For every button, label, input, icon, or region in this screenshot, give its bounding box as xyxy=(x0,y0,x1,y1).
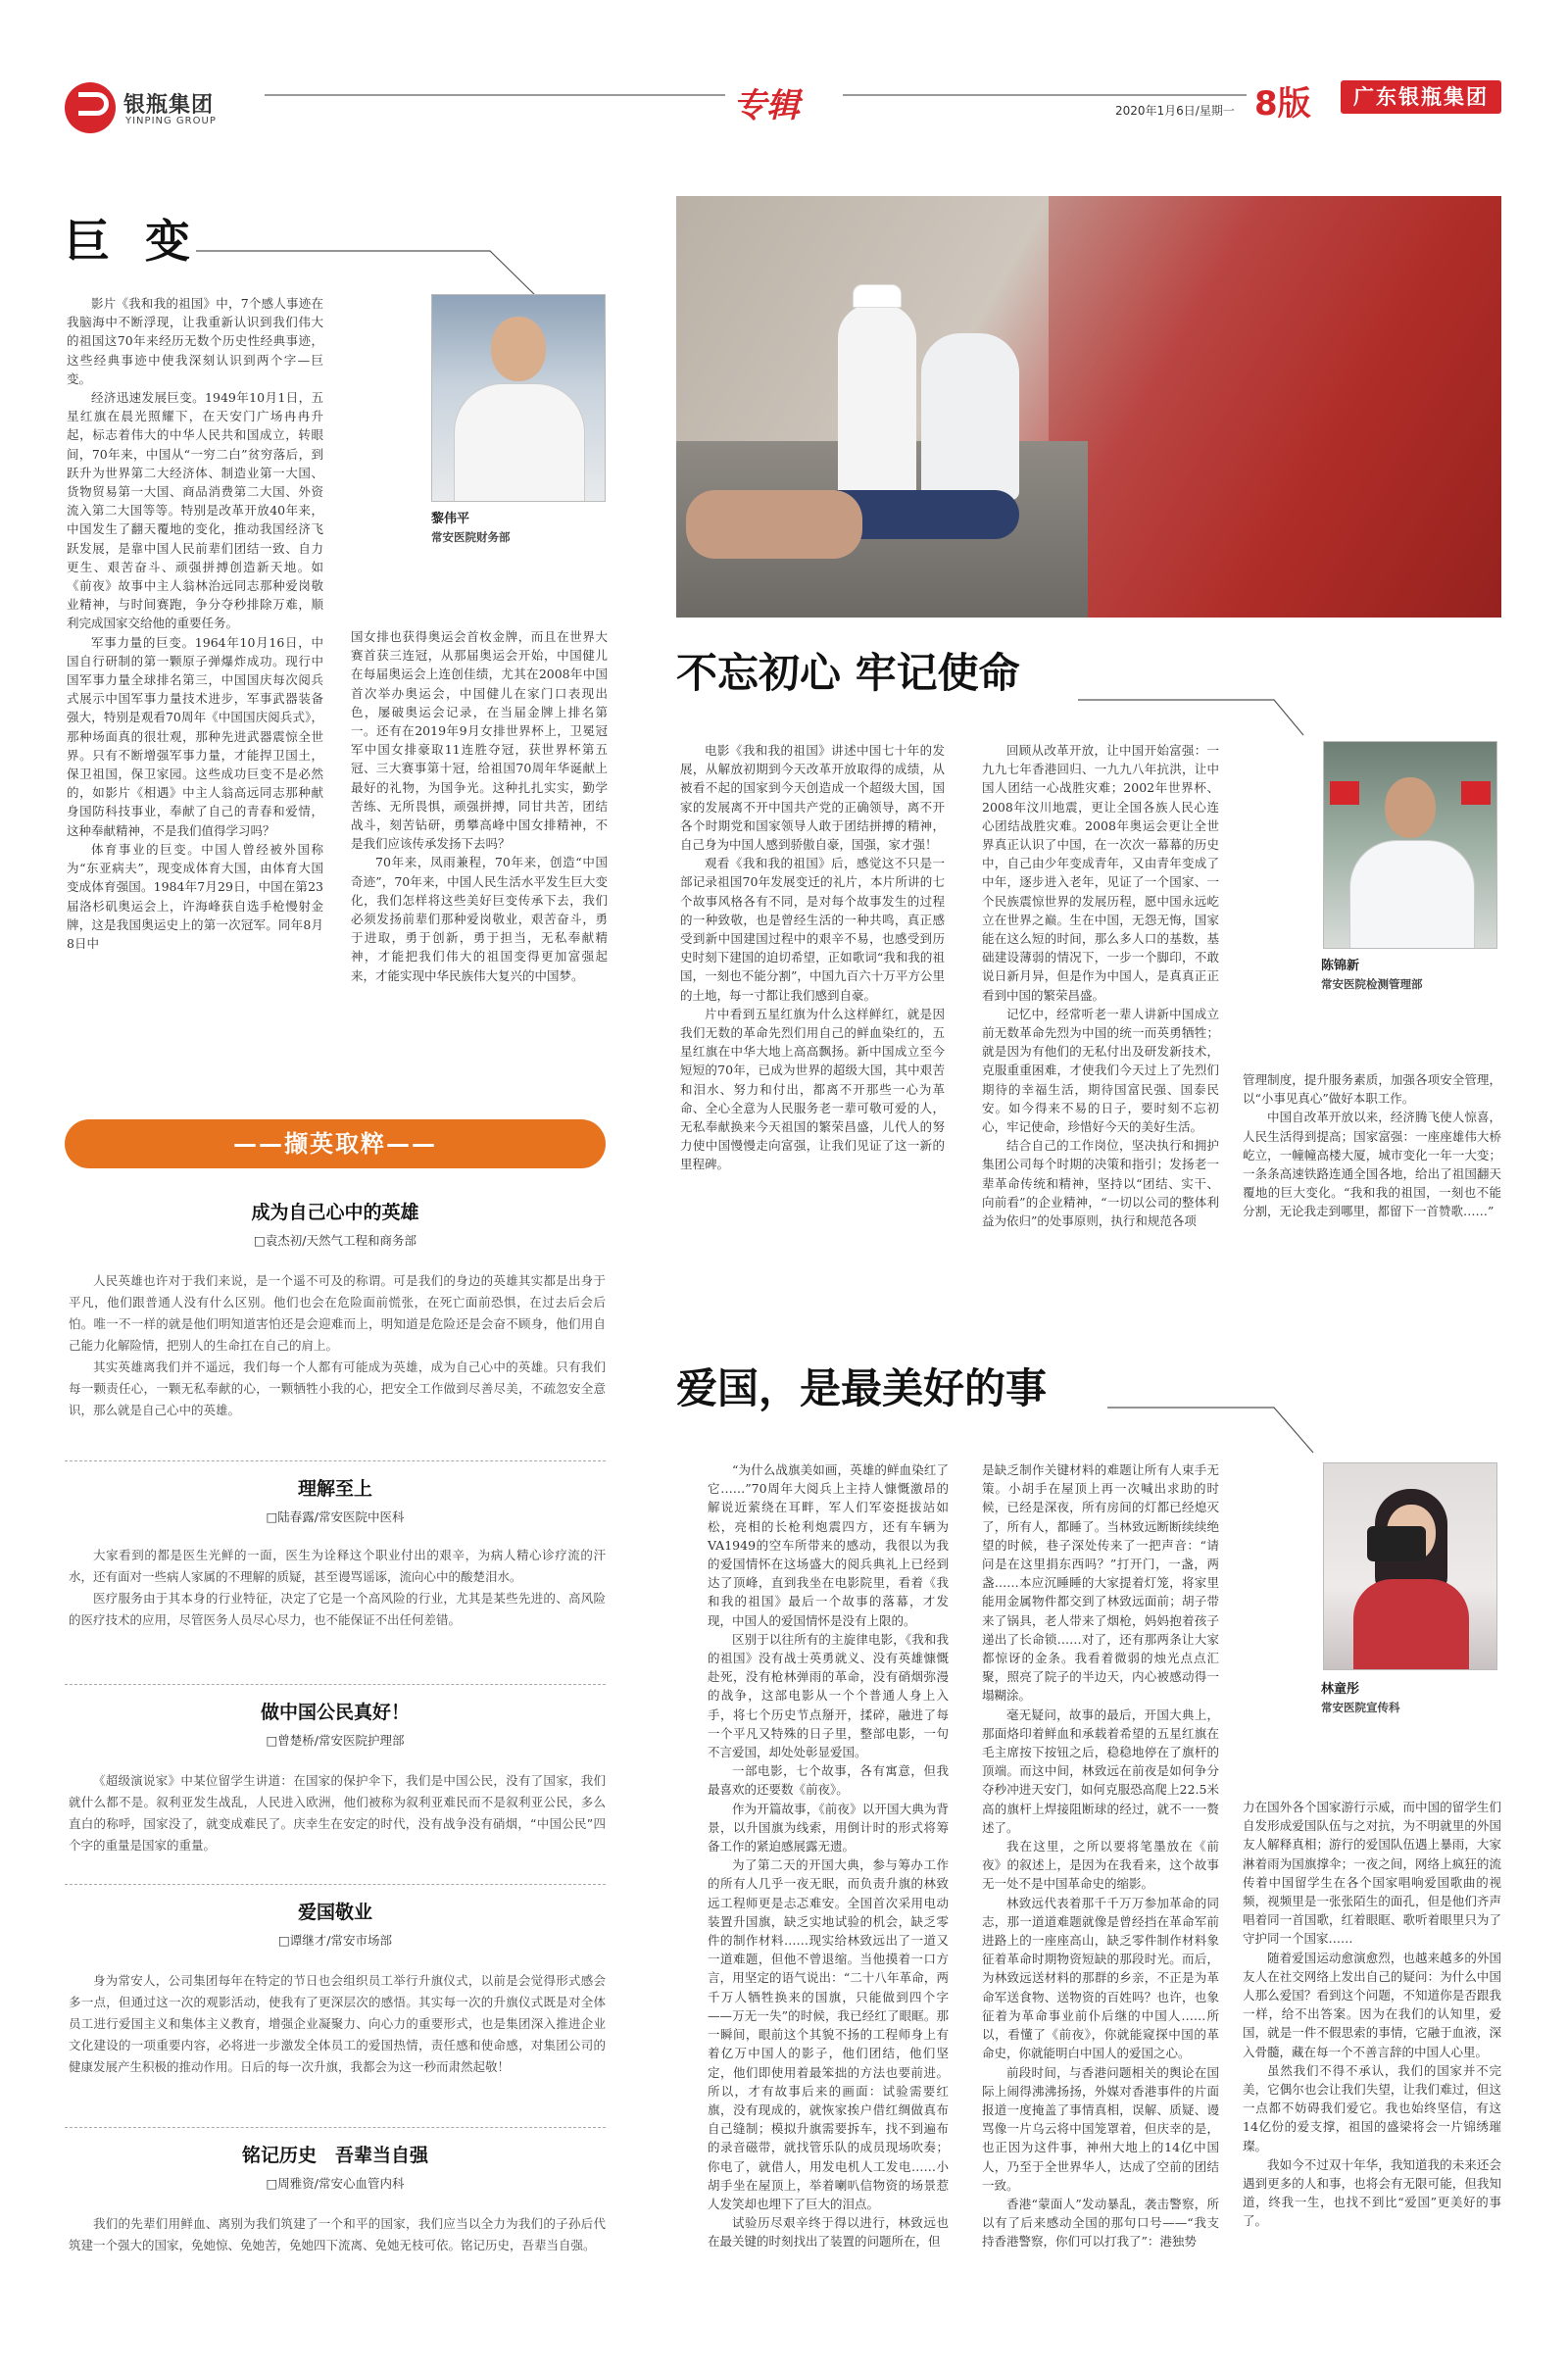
paragraph: 经济迅速发展巨变。1949年10月1日，五星红旗在晨光照耀下，在天安门广场冉冉升起，标志着伟大的中华人民共和国成立，转眼间，70年来，中国从“一穷二白”贫穷落后，到跃升为世界第二大经济体、制造业第一大国、货物贸易第一大国、商品消费第二大国、外资流入第二大国等等。特别是改革开放40年来，中国发生了翻天覆地的变化，推动我国经济飞跃发展，是靠中国人民前辈们团结一致、自力更生、艰苦奋斗、顽强拼搏创造新天地。如《前夜》故事中主人翁林治远同志那种爱岗敬业精神，与时间赛跑，争分夺秒排除万难，顺利完成国家交给他的重要任务。 xyxy=(67,390,323,631)
phone-hand xyxy=(686,490,862,559)
article1-person-name: 黎伟平 xyxy=(431,512,470,526)
header-rule-right xyxy=(843,94,1247,96)
header-rule-left xyxy=(265,94,725,96)
article3-col1 xyxy=(708,1460,949,2251)
paragraph: 中国自改革开放以来，经济腾飞使人惊喜，人民生活得到提高；国家富强：一座座雄伟大桥屹立，一幢幢高楼大厦，城市变化一年一大变；一条条高速铁路连通全国各地，给出了祖国翻天覆地的巨大变化。“我和我的祖国，一刻也不能分割，无论我走到哪里，都留下一首赞歌……” xyxy=(1243,1110,1501,1219)
paragraph: 前段时间，与香港问题相关的舆论在国际上闹得沸沸扬扬，外媒对香港事件的片面报道一度掩盖了事情真相，误解、质疑、谩骂像一片乌云将中国笼罩着，但庆幸的是，也正因为这件事，神州大地上的14亿中国人，乃至于全世界华人，达成了空前的团结一致。 xyxy=(982,2064,1219,2193)
sub1-title: 成为自己心中的英雄 xyxy=(251,1202,419,1223)
hero-photo xyxy=(676,196,1501,618)
article1-col1 xyxy=(67,294,323,953)
paragraph: 其实英雄离我们并不遥远，我们每一个人都有可能成为英雄，成为自己心中的英雄。只有我们每一颗责任心，一颗无私奉献的心，一颗牺牲小我的心，把安全工作做到尽善尽美，不疏忽安全意识，那么就是自己心中的英雄。 xyxy=(69,1360,606,1417)
nurse-cap xyxy=(853,284,902,308)
sub3-author: □曾楚桥/常安医院护理部 xyxy=(266,1733,405,1748)
article3-person-name: 林童彤 xyxy=(1321,1682,1360,1697)
doctor-figure xyxy=(921,333,1019,500)
paragraph: 观看《我和我的祖国》后，感觉这不只是一部记录祖国70年发展变迁的礼片，本片所讲的七个故事风格各有不同，是对每个故事发生的过程的一种致敬，也是曾经生活的一种共鸣，真正感受到新中国建国过程中的艰辛不易，也感受到历史时刻下建国的迫切希望，正如歌词“我和我的祖国，一刻也不能分割”，中国九百六十万平方公里的土地，每一寸都让我们感到自豪。 xyxy=(680,856,945,1003)
article1-col2 xyxy=(351,627,608,985)
person-head xyxy=(491,317,546,381)
divider xyxy=(65,2127,606,2128)
sub2-title: 理解至上 xyxy=(297,1478,372,1500)
paragraph: 力在国外各个国家游行示威，而中国的留学生们自发形成爱国队伍与之对抗，为不明就里的外国友人解释真相；游行的爱国队伍遇上暴雨，大家淋着雨为国旗撑伞；一夜之间，网络上疯狂的流传着中国留学生在各个国家唱响爱国歌曲的视频，视频里是一张张陌生的面孔，但是他们齐声唱着同一首国歌，红着眼眶、歌听着眼里只为了守护同一个国家…… xyxy=(1243,1800,1501,1947)
sub1-body xyxy=(69,1270,606,1421)
flag-left xyxy=(1330,781,1359,805)
paragraph: 70年来，凤雨兼程，70年来，创造“中国奇迹”，70年来，中国人民生活水平发生巨大变化，我们怎样将这些美好巨变传承下去，我们必须发扬前辈们那种爱岗敬业，艰苦奋斗，勇于进取，勇于创新，勇于担当，无私奉献精神，才能把我们伟大的祖国变得更加富强起来，才能实现中华民族伟大复兴的中国梦。 xyxy=(351,855,608,983)
article2-col3 xyxy=(1243,1070,1501,1221)
paragraph: 我在这里，之所以要将笔墨放在《前夜》的叙述上，是因为在我看来，这个故事无一处不是中国革命史的缩影。 xyxy=(982,1839,1219,1892)
camera-icon xyxy=(1367,1526,1426,1561)
paragraph: 回顾从改革开放，让中国开始富强：一九九七年香港回归、一九九八年抗洪，让中国人团结一心战胜灾难；2002年世界杯、2008年汶川地震，更让全国各族人民心连心团结战胜灾难。2008年奥运会更让全世界真正认识了中国，在一次次一幕幕的历史中，自己由少年变成青年，又由青年变成了中年，逐步进入老年，见证了一个国家、一个民族震惊世界的发展历程，愿中国永远屹立在世界之巅。生在中国，无怨无悔，国家能在这么短的时间，那么多人口的基数，基础建设薄弱的情况下，一步一个脚印，不敢说日新月异，但是作为中国人，是真真正正看到中国的繁荣昌盛。 xyxy=(982,743,1219,1003)
paragraph: 影片《我和我的祖国》中，7个感人事迹在我脑海中不断浮现，让我重新认识到我们伟大的祖国这70年来经历无数个历史性经典事迹，这些经典事迹中使我深刻认识到两个字—巨变。 xyxy=(67,296,323,386)
paragraph: 《超级演说家》中某位留学生讲道：在国家的保护伞下，我们是中国公民，没有了国家，我们就什么都不是。叙利亚发生战乱，人民进入欧洲，他们被称为叙利亚难民而不是叙利亚公民，多么直白的称呼，国家没了，就变成难民了。庆幸生在安定的时代，没有战争没有硝烟，“中国公民”四个字的重量是国家的重量。 xyxy=(69,1773,606,1853)
sub5-title: 铭记历史 吾辈当自强 xyxy=(241,2145,428,2166)
paragraph: 体育事业的巨变。中国人曾经被外国称为“东亚病夫”，现变成体育大国，由体育大国变成体育强国。1984年7月29日，中国在第23届洛杉矶奥运会上，许海峰获自选手枪慢射金牌，这是我国奥运史上的第一次冠军。同年8月8日中 xyxy=(67,841,323,951)
paragraph: 虽然我们不得不承认，我们的国家并不完美，它偶尔也会让我们失望，让我们难过，但这一点都不妨碍我们爱它。我也始终坚信，有这14亿份的爱支撑，祖国的盛梁将会一片锦绣璀璨。 xyxy=(1243,2062,1501,2153)
logo-text-cn: 银瓶集团 xyxy=(123,93,215,118)
paragraph: 毫无疑问，故事的最后，开国大典上，那面烙印着鲜血和承载着希望的五星红旗在毛主席按下按钮之后，稳稳地停在了旗杆的顶端。而这中间，林致远在前夜是如何争分夺秒冲进天安门，如何克服恐高爬上22.5米高的旗杆上焊接阻断球的经过，就不一一赘述了。 xyxy=(982,1706,1219,1835)
article3-title: 爱国，是最美好的事 xyxy=(676,1364,1048,1412)
article2-title: 不忘初心 牢记使命 xyxy=(676,649,1020,697)
sub1-author: □袁杰初/天然气工程和商务部 xyxy=(253,1233,417,1248)
paragraph: 人民英雄也许对于我们来说，是一个遥不可及的称谓。可是我们的身边的英雄其实都是出身于平凡，他们跟普通人没有什么区别。他们也会在危险面前慌张，在死亡面前恐惧，在过去后会后怕。唯一不一样的就是他们明知道害怕还是会迎难而上，明知道是危险还是会奋不顾身，他们用自己能力化解险情，把别人的生命扛在自己的肩上。 xyxy=(69,1273,606,1353)
paragraph: 电影《我和我的祖国》讲述中国七十年的发展，从解放初期到今天改革开放取得的成绩，从被看不起的国家到今天创造成一个超级大国，国家的发展离不开中国共产党的正确领导，离不开各个时期党和国家领导人敢于团结拼搏的精神，自己身为中国人感到骄傲自豪，国强，家才强！ xyxy=(680,743,945,853)
paper-name-box xyxy=(1341,80,1501,114)
sub2-author: □陆春露/常安医院中医科 xyxy=(266,1509,405,1524)
person-body xyxy=(1353,1579,1469,1669)
photo-red-overlay xyxy=(1049,196,1501,618)
nurse-figure xyxy=(838,304,916,500)
paragraph: 一部电影，七个故事，各有寓意，但我最喜欢的还要数《前夜》。 xyxy=(708,1763,949,1798)
article2-col2 xyxy=(982,741,1219,1230)
sub4-author: □谭继才/常安市场部 xyxy=(277,1933,393,1948)
collection-banner-label: ——撷英取粹—— xyxy=(233,1130,437,1158)
sub2-body xyxy=(69,1545,606,1631)
issue-date: 2020年1月6日/星期一 xyxy=(1115,104,1235,118)
section-name: 专辑 xyxy=(733,86,800,125)
article1-person-dept: 常安医院财务部 xyxy=(431,530,511,544)
article2-col1 xyxy=(680,741,945,1174)
paragraph: 结合自己的工作岗位，坚决执行和拥护集团公司每个时期的决策和指引；发扬老一辈革命传统和精神，坚持以“团结、实干、向前看”的企业精神，“一切以公司的整体利益为依归”的处事原则，执行和规范各项 xyxy=(982,1138,1219,1229)
sub3-title: 做中国公民真好！ xyxy=(260,1702,410,1723)
paragraph: “为什么战旗美如画，英雄的鲜血染红了它……”70周年大阅兵上主持人慷慨激昂的解说近萦绕在耳畔，军人们军姿挺拔站如松，亮相的长枪利炮震四方，还有车辆为VA1949的空车所带来的感动，我很以为我的爱国情怀在这场盛大的阅兵典礼上已经到达了顶峰，直到我坐在电影院里，看着《我和我的祖国》最后一个故事的落幕，才发现，中国人的爱国情怀是没有上限的。 xyxy=(708,1462,949,1628)
page-header xyxy=(0,0,1568,147)
paragraph: 作为开篇故事，《前夜》以开国大典为背景，以升国旗为线索，用倒计时的形式将筹备工作的紧迫感展露无遗。 xyxy=(708,1801,949,1855)
sub3-body xyxy=(69,1770,606,1856)
paragraph: 管理制度，提升服务素质，加强各项安全管理，以“小事见真心”做好本职工作。 xyxy=(1243,1072,1501,1107)
article1-title: 巨 变 xyxy=(65,215,201,268)
article2-person-name: 陈锦新 xyxy=(1321,959,1360,973)
page-number: 8版 xyxy=(1254,84,1311,124)
paragraph: 身为常安人，公司集团每年在特定的节日也会组织员工举行升旗仪式，以前是会觉得形式感会多一点，但通过这一次的观影活动，使我有了更深层次的感悟。其实每一次的升旗仪式既是对全体员工进行爱国主义和集体主义教育，增强企业凝聚力、向心力的重要形式，也是集团深入推进企业文化建设的一项重要内容，必将进一步激发全体员工的爱国热情，责任感和使命感，对集团公司的健康发展产生积极的推动作用。日后的每一次升旗，我都会为这一秒而肃然起敬！ xyxy=(69,1973,606,2074)
divider xyxy=(65,1460,606,1461)
paragraph: 片中看到五星红旗为什么这样鲜红，就是因我们无数的革命先烈们用自己的鲜血染红的，五星红旗在中华大地上高高飘扬。新中国成立至今短短的70年，已成为世界的超级大国，其中艰苦和泪水、努力和付出，都离不开那些一心为革命、全心全意为人民服务老一辈可敬可爱的人，无私奉献换来今天祖国的繁荣昌盛，儿代人的努力使中国慢慢走向富强，让我们见证了这一新的里程碑。 xyxy=(680,1006,945,1172)
flag-right xyxy=(1461,781,1491,805)
article1-photo xyxy=(431,294,606,502)
paragraph: 国女排也获得奥运会首枚金牌，而且在世界大赛首获三连冠，从那届奥运会开始，中国健儿在每届奥运会上连创佳绩，尤其在2008年中国首次举办奥运会，中国健儿在家门口表现出色，屡破奥运会记录，在当届金牌上排名第一。还有在2019年9月女排世界杯上，卫冕冠军中国女排豪取11连胜夺冠，获世界杯第五冠、三大赛事第十冠，给祖国70周年华诞献上最好的礼物，为国争光。这种扎扎实实，勤学苦练、无所畏惧，顽强拼搏，同甘共苦，团结战斗，刻苦钻研，勇攀高峰中国女排精神，不是我们应该传承发扬下去吗？ xyxy=(351,629,608,852)
article3-person-dept: 常安医院宣传科 xyxy=(1321,1701,1400,1714)
paragraph: 记忆中，经常听老一辈人讲新中国成立前无数革命先烈为中国的统一而英勇牺牲；就是因为有他们的无私付出及研发新技术，克服重重困难，才使我们今天过上了先烈们期待的幸福生活，期待国富民强、国泰民安。如今得来不易的日子，要时刻不忘初心，牢记使命，珍惜好今天的美好生活。 xyxy=(982,1006,1219,1135)
logo-icon xyxy=(65,82,116,133)
paragraph: 大家看到的都是医生光鲜的一面，医生为诠释这个职业付出的艰辛，为病人精心诊疗流的汗水，还有面对一些病人家属的不理解的质疑，甚至谩骂谣诼，流向心中的酸楚泪水。 xyxy=(69,1548,606,1584)
divider xyxy=(65,1884,606,1885)
collection-banner xyxy=(65,1119,606,1168)
paragraph: 区别于以往所有的主旋律电影，《我和我的祖国》没有战士英勇就义、没有英雄慷慨赴死，没有枪林弹雨的革命，没有硝烟弥漫的战争，这部电影从一个个普通人身上入手，将七个历史节点掰开，揉碎，融进了每一个平凡又特殊的日子里，整部电影，一句不言爱国，却处处彰显爱国。 xyxy=(708,1631,949,1760)
paragraph: 试验历尽艰辛终于得以进行，林致远也在最关键的时刻找出了装置的问题所在，但 xyxy=(708,2215,949,2250)
paragraph: 为了第二天的开国大典，参与筹办工作的所有人几乎一夜无眠，而负责升旗的林致远工程师更是忐忑难安。全国首次采用电动装置升国旗，缺乏实地试验的机会，缺乏零件的制作材料……现实给林致远出了一道又一道难题，但他不曾退缩。当他摸着一口方言，用坚定的语气说出：“二十八年革命，两千万人牺牲换来的国旗，只能做到四个字——万无一失”的时候，我已经红了眼眶。那一瞬间，眼前这个其貌不扬的工程师身上有着亿万中国人的影子，他们团结，他们坚定，他们即使用着最笨拙的方法也要前进。所以，才有故事后来的画面：试验需要红旗，没有现成的，就恢家挨户借红绸做真布自己缝制；模拟升旗需要拆车，找不到遍布的录音磁带，就找管乐队的成员现场吹奏；你电了，就借人，用发电机人工发电……小胡手坐在屋顶上，举着喇叭信物资的场景惹人发笑却也埋下了巨大的泪点。 xyxy=(708,1857,949,2211)
divider xyxy=(65,1684,606,1685)
person-body xyxy=(1349,840,1475,949)
paragraph: 香港“蒙面人”发动暴乱，袭击警察，所以有了后来感动全国的那句口号——“我支持香港警察，你们可以打我了”：港独势 xyxy=(982,2196,1219,2250)
paragraph: 林致远代表着那千千万万参加革命的同志，那一道道难题就像是曾经挡在革命军前进路上的一座座高山，缺乏零件制作材料象征着革命时期物资短缺的那段时光。而后，为林致远送材料的那群的乡亲，不正是为革命军送食物、送物资的百姓吗？也许，也象征着为革命事业前仆后继的中国人……所以，看懂了《前夜》，你就能窥探中国的革命史，你就能明白中国人的爱国之心。 xyxy=(982,1895,1219,2061)
article2-photo xyxy=(1323,741,1497,949)
sub5-author: □周雅资/常安心血管内科 xyxy=(266,2176,405,2191)
paragraph: 医疗服务由于其本身的行业特征，决定了它是一个高风险的行业，尤其是某些先进的、高风险的医疗技术的应用，尽管医务人员尽心尽力，也不能保证不出任何差错。 xyxy=(69,1591,606,1627)
article2-person-dept: 常安医院检测管理部 xyxy=(1321,977,1423,991)
sub4-body xyxy=(69,1970,606,2078)
paragraph: 我们的先辈们用鲜血、离别为我们筑建了一个和平的国家，我们应当以全力为我们的子孙后代筑建一个强大的国家，免她惊、免她苦，免她四下流离、免她无枝可依。铭记历史，吾辈当自强。 xyxy=(69,2216,606,2252)
article3-col3 xyxy=(1243,1798,1501,2231)
article3-col2 xyxy=(982,1460,1219,2251)
person-head xyxy=(1385,777,1436,838)
article3-photo xyxy=(1323,1462,1497,1670)
paragraph: 是缺乏制作关键材料的难题让所有人束手无策。小胡手在屋顶上再一次喊出求助的时候，已经是深夜，所有房间的灯都已经熄灭了，所有人，都睡了。当林致远断断续续绝望的时候，巷子深处传来了一把声音：“请问是在这里捐东西吗？”打开门，一盏，两盏……本应沉睡睡的大家提着灯笼，将家里能用金属物件都交到了林致远面前；胡子带来了锅具，老人带来了烟枪，妈妈抱着孩子递出了长命锁……对了，还有那两条让大家都惊讶的金条。我看着微弱的烛光点点汇聚，照亮了院子的半边天，内心被感动得一塌糊涂。 xyxy=(982,1462,1219,1704)
person-body xyxy=(454,383,585,502)
paragraph: 随着爱国运动愈演愈烈，也越来越多的外国友人在社交网络上发出自己的疑问：为什么中国人那么爱国？看到这个问题，不知道你是否跟我一样，给不出答案。因为在我们的认知里，爱国，就是一件不假思索的事情，它融于血液，深入骨髓，藏在每一个不善言辞的中国人心里。 xyxy=(1243,1950,1501,2059)
paragraph: 我如今不过双十年华，我知道我的未来还会遇到更多的人和事，也将会有无限可能，但我知道，终我一生，也找不到比“爱国”更美好的事了。 xyxy=(1243,2156,1501,2229)
article2-title-rule xyxy=(1078,686,1313,745)
paper-name: 广东银瓶集团 xyxy=(1353,84,1489,109)
sub4-title: 爱国敬业 xyxy=(297,1902,372,1923)
article3-title-rule xyxy=(1107,1392,1323,1460)
paragraph: 军事力量的巨变。1964年10月16日，中国自行研制的第一颗原子弹爆炸成功。现行中国军事力量全球排名第三，中国国庆每次阅兵式展示中国军事力量技术进步，军事武器装备强大，特别是观看70周年《中国国庆阅兵式》，那种场面真的很壮观，那种先进武器震惊全世界。只有不断增强军事力量，才能捍卫国土，保卫祖国，保卫家园。这些成功巨变不是必然的，如影片《相遇》中主人翁高远同志那种献身国防科技事业，奉献了自己的青春和爱情，这种奉献精神，不是我们值得学习吗？ xyxy=(67,634,323,838)
sub5-body xyxy=(69,2213,606,2256)
logo-text-en: YINPING GROUP xyxy=(125,116,217,126)
